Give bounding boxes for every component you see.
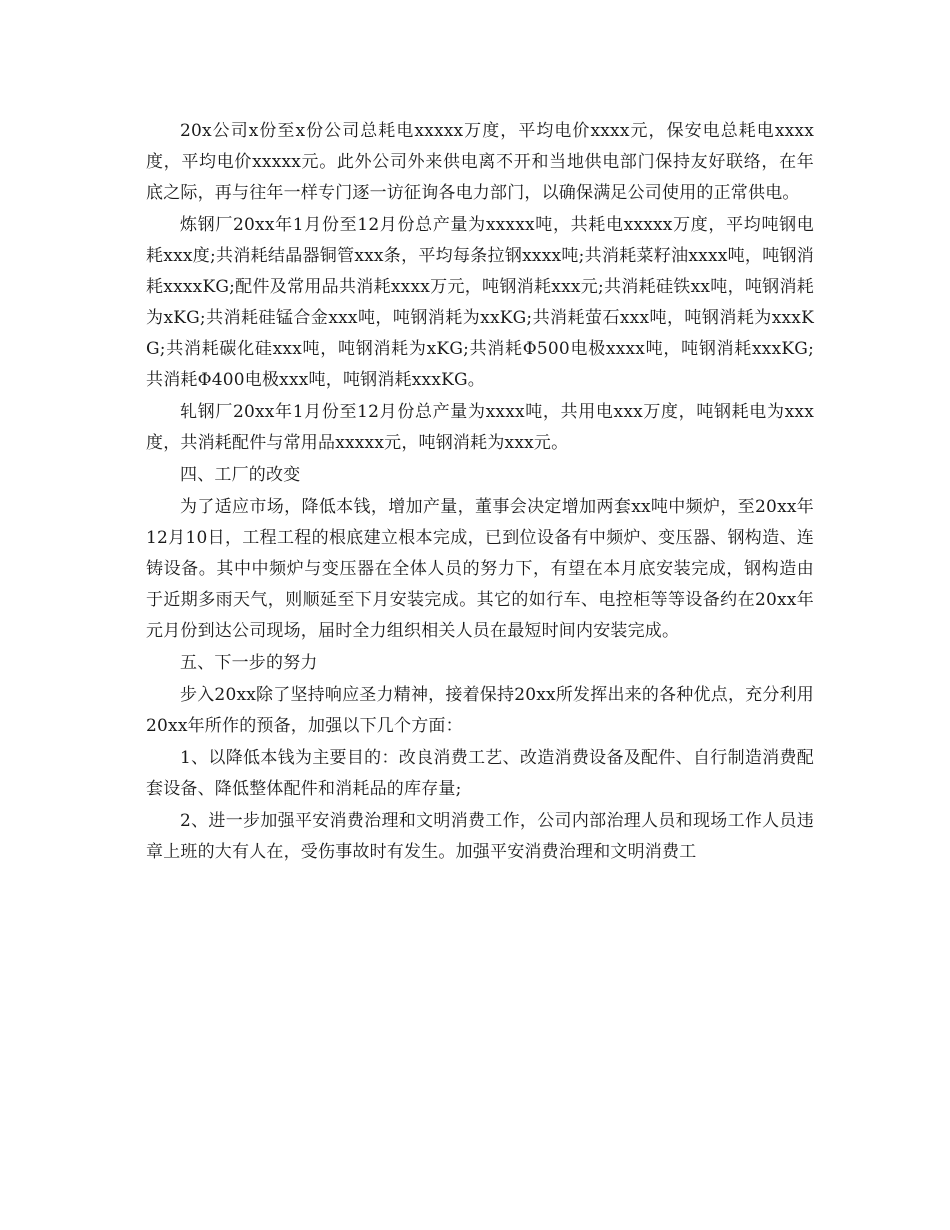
document-body — [146, 116, 814, 869]
section-heading-factory-changes: 四、工厂的改变 — [180, 465, 301, 485]
list-item-safety-management: 2、进一步加强平安消费治理和文明消费工作，公司内部治理人员和现场工作人员违章上班的大有人在，受伤事故时有发生。加强平安消费治理和文明消费工 — [146, 811, 814, 862]
paragraph-steelmaking-plant: 炼钢厂20xx年1月份至12月份总产量为xxxxx吨，共耗电xxxxx万度，平均吨钢电耗xxx度;共消耗结晶器铜管xxx条，平均每条拉钢xxxx吨;共消耗菜籽油xxxx吨，吨钢消耗xxxxKG;配件及常用品共消耗xxxx万元，吨钢消耗xxx元;共消耗硅铁xx吨，吨钢消耗为xKG;共消耗硅锰合金xxx吨，吨钢消耗为xxKG;共消耗萤石xxx吨，吨钢消耗为xxxKG;共消耗碳化硅xxx吨，吨钢消耗为xKG;共消耗Φ500电极xxxx吨，吨钢消耗xxxKG;共消耗Φ400电极xxx吨，吨钢消耗xxxKG。 — [146, 215, 814, 390]
list-item-cost-reduction: 1、以降低本钱为主要目的：改良消费工艺、改造消费设备及配件、自行制造消费配套设备、降低整体配件和消耗品的库存量; — [146, 748, 814, 799]
paragraph-furnace-project: 为了适应市场，降低本钱，增加产量，董事会决定增加两套xx吨中频炉，至20xx年12月10日，工程工程的根底建立根本完成，已到位设备有中频炉、变压器、钢构造、连铸设备。其中中频炉与变压器在全体人员的努力下，有望在本月底安装完成，钢构造由于近期多雨天气，则顺延至下月安装完成。其它的如行车、电控柜等等设备约在20xx年元月份到达公司现场，届时全力组织相关人员在最短时间内安装完成。 — [146, 497, 814, 641]
section-heading-next-steps: 五、下一步的努力 — [180, 653, 318, 673]
paragraph-rolling-mill: 轧钢厂20xx年1月份至12月份总产量为xxxx吨，共用电xxx万度，吨钢耗电为xxx度，共消耗配件与常用品xxxxx元，吨钢消耗为xxx元。 — [146, 402, 814, 453]
paragraph-next-year-intro: 步入20xx除了坚持响应圣力精神，接着保持20xx所发挥出来的各种优点，充分利用20xx年所作的预备，加强以下几个方面： — [146, 685, 814, 736]
paragraph-power-consumption: 20x公司x份至x份公司总耗电xxxxx万度，平均电价xxxx元，保安电总耗电xxxx度，平均电价xxxxx元。此外公司外来供电离不开和当地供电部门保持友好联络，在年底之际，再与往年一样专门逐一访征询各电力部门，以确保满足公司使用的正常供电。 — [146, 121, 814, 203]
